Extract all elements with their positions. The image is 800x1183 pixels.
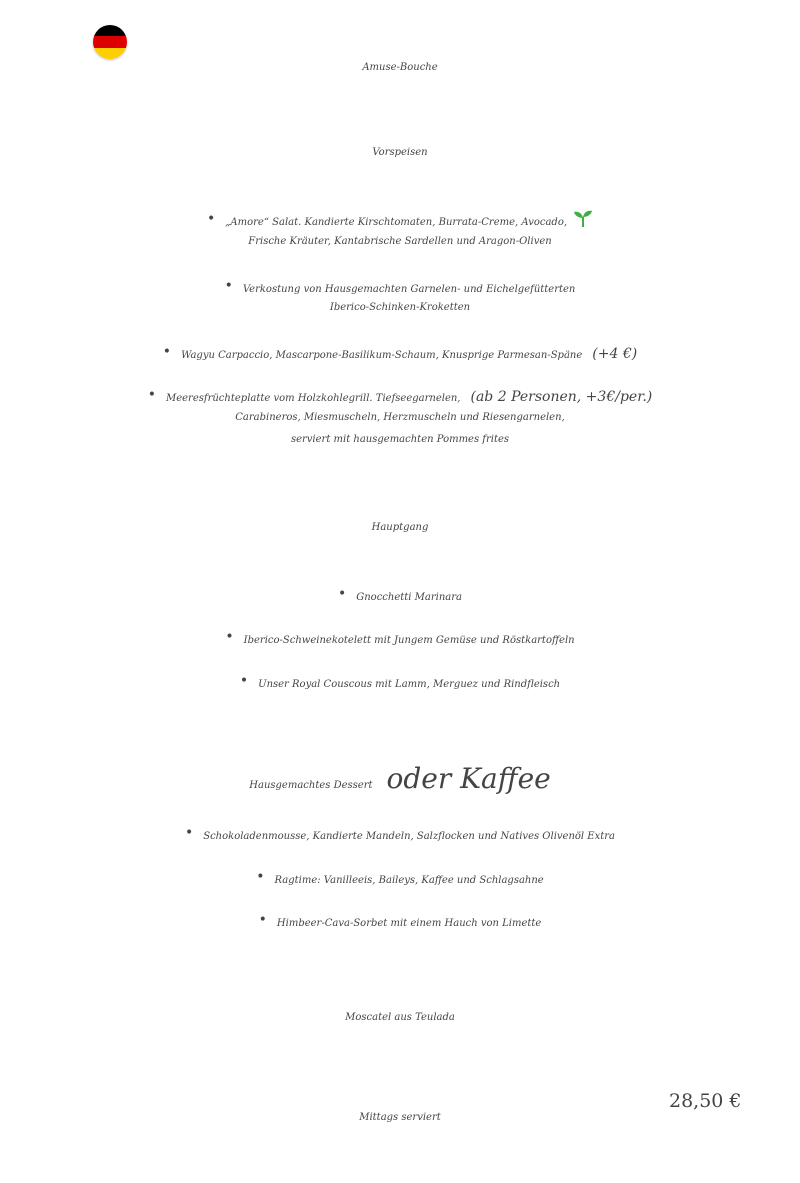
amuse-bouche-heading: Amuse-Bouche	[362, 62, 438, 73]
starter-item-1-line1: „Amore“ Salat. Kandierte Kirschtomaten, Burrata-Creme, Avocado,	[225, 217, 568, 228]
dessert-subtitle: oder Kaffee	[386, 762, 551, 795]
starter-item-2-line2: Iberico-Schinken-Kroketten	[329, 302, 471, 313]
main-item-1	[0, 583, 800, 609]
bullet: •	[337, 586, 347, 602]
bullet: •	[184, 825, 194, 841]
dessert-title-text: Hausgemachtes Dessert	[249, 780, 373, 791]
bullet: •	[258, 912, 267, 928]
dessert-item-3-text: Himbeer-Cava-Sorbet mit einem Hauch von Limette	[276, 918, 542, 929]
min-persons-note: (ab 2 Personen, +3€/per.)	[470, 389, 653, 405]
starter-item-4-line3: serviert mit hausgemachten Pommes frites	[290, 434, 510, 445]
germany-flag-icon[interactable]	[93, 25, 127, 59]
dessert-title	[0, 762, 800, 795]
bullet: •	[256, 869, 265, 885]
vegetarian-sprout-icon	[573, 208, 593, 228]
bullet: •	[239, 673, 249, 689]
bullet: •	[224, 278, 233, 294]
service-note: Mittags serviert	[359, 1112, 441, 1123]
dessert-item-2-text: Ragtime: Vanilleeis, Baileys, Kaffee und Schlagsahne	[274, 875, 544, 886]
bullet: •	[147, 387, 156, 403]
main-course-title: Hauptgang	[371, 522, 429, 533]
wine-heading: Moscatel aus Teulada	[345, 1012, 455, 1023]
main-item-3-text: Unser Royal Couscous mit Lamm, Merguez und Rindfleisch	[258, 679, 561, 690]
starter-item-2-line1: Verkostung von Hausgemachten Garnelen- und Eichelgefütterten	[242, 284, 576, 295]
flag-stripe-gold	[93, 48, 127, 59]
starters-title: Vorspeisen	[372, 147, 428, 158]
flag-stripe-red	[93, 36, 127, 47]
dessert-item-1-text: Schokoladenmousse, Kandierte Mandeln, Salzflocken und Natives Olivenöl Extra	[203, 831, 616, 842]
main-item-1-text: Gnocchetti Marinara	[356, 592, 462, 603]
flag-stripe-black	[93, 25, 127, 36]
starter-item-4-line1: Meeresfrüchteplatte vom Holzkohlegrill. Tiefseegarnelen,	[165, 393, 461, 404]
main-item-2-text: Iberico-Schweinekotelett mit Jungem Gemüse und Röstkartoffeln	[243, 635, 575, 646]
bullet: •	[206, 211, 216, 227]
menu-price: 28,50 €	[669, 1090, 742, 1112]
dessert-item-2	[0, 866, 800, 892]
bullet: •	[162, 344, 172, 360]
starter-item-1-line2: Frische Kräuter, Kantabrische Sardellen und Aragon-Oliven	[248, 236, 552, 247]
dessert-item-3	[0, 909, 800, 935]
main-item-3	[0, 670, 800, 696]
starter-item-3	[0, 341, 800, 367]
dessert-item-1	[0, 822, 800, 848]
main-item-2	[0, 626, 800, 652]
surcharge-note: (+4 €)	[592, 346, 638, 362]
starter-item-3-line1: Wagyu Carpaccio, Mascarpone-Basilikum-Schaum, Knusprige Parmesan-Späne	[181, 350, 583, 361]
starter-item-4-line2: Carabineros, Miesmuscheln, Herzmuscheln und Riesengarnelen,	[235, 412, 565, 423]
bullet: •	[225, 629, 234, 645]
